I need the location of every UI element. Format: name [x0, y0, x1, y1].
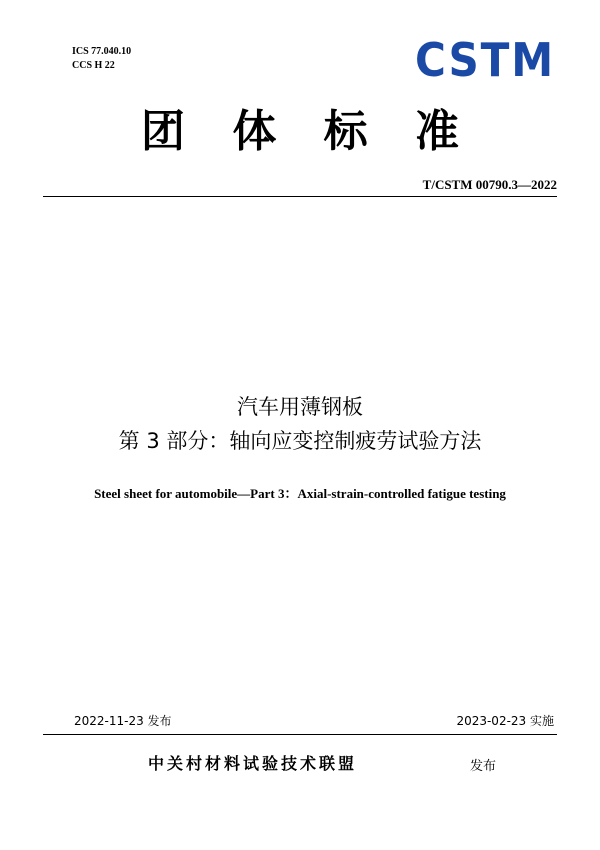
ccs-code: CCS H 22: [72, 60, 115, 71]
publisher-name: 中关村材料试验技术联盟: [148, 754, 358, 773]
publish-label: 发布: [470, 759, 497, 774]
ics-code: ICS 77.040.10: [72, 46, 132, 57]
classification-codes: [72, 45, 131, 73]
implementation-date: 2023-02-23 实施: [456, 714, 554, 728]
cstm-logo: [414, 38, 556, 80]
bottom-divider: [43, 734, 557, 735]
issue-date: 2022-11-23 发布: [74, 714, 172, 728]
standard-category-heading: 团 体 标 准: [141, 106, 475, 157]
chinese-title-line-2: 第 3 部分：轴向应变控制疲劳试验方法: [118, 429, 482, 453]
standard-number: T/CSTM 00790.3—2022: [422, 177, 557, 192]
top-divider: [43, 196, 557, 197]
english-title: Steel sheet for automobile—Part 3：Axial-strain-controlled fatigue testing: [94, 486, 506, 501]
svg-text:CSTM: CSTM: [415, 38, 555, 80]
chinese-title-line-1: 汽车用薄钢板: [237, 395, 363, 419]
